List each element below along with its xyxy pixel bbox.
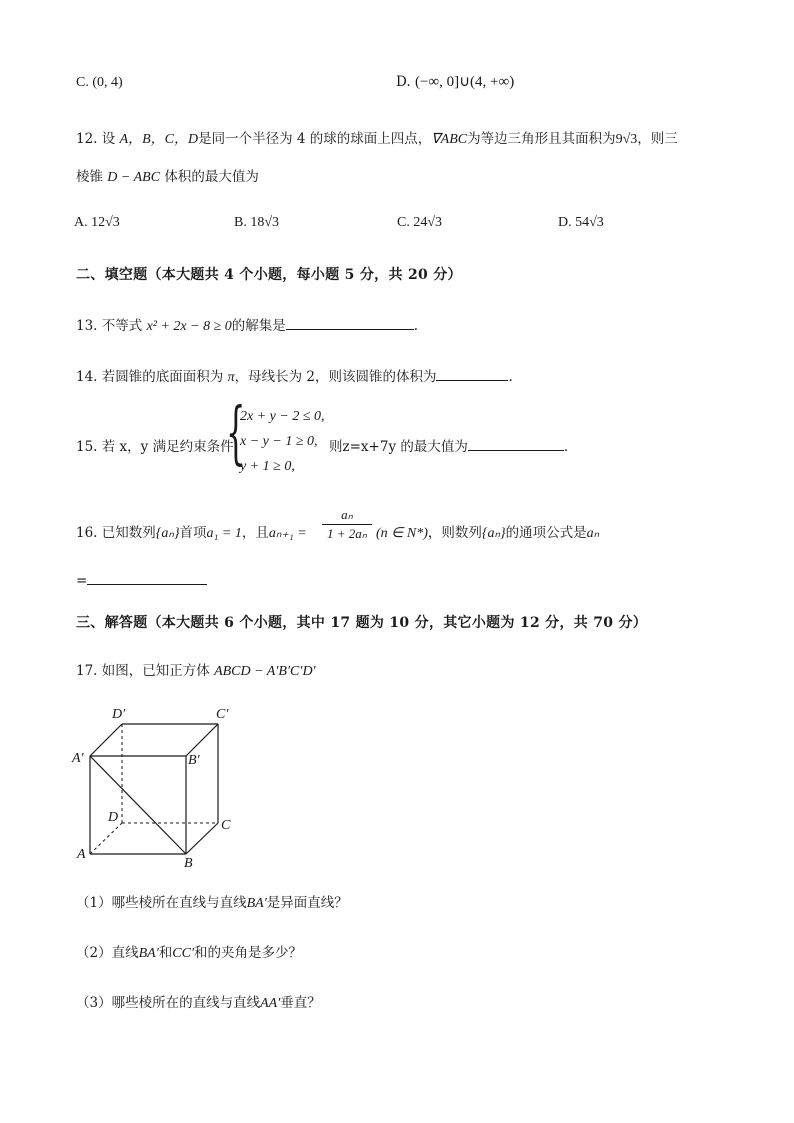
label-b-prime: B′ <box>188 753 200 768</box>
q11-option-d <box>396 72 514 91</box>
q15-constraint-1: 2x + y − 2 ≤ 0, <box>240 409 325 424</box>
q15-brace: { <box>226 394 246 473</box>
q12-line1: 12. 设 A，B，C，D是同一个半径为 4 的球的球面上四点，∇ABC为等边三角形且其面积为9√3，则三 <box>76 131 678 147</box>
edge-bc <box>186 823 218 854</box>
q15-constraint-2: x − y − 1 ≥ 0, <box>240 434 318 449</box>
label-d-prime: D′ <box>112 707 126 722</box>
q12-option-a: A. 12√3 <box>74 215 120 230</box>
q15-prefix: 15. 若 x，y 满足约束条件 <box>76 439 234 455</box>
q16-fraction-numerator: aₙ <box>341 507 353 522</box>
q12-option-d: D. 54√3 <box>558 215 604 230</box>
q12-line2: 棱锥 D − ABC 体积的最大值为 <box>76 169 259 185</box>
q16-line1-pre: 16. 已知数列{aₙ}首项a₁ = 1，且aₙ₊₁ = <box>76 525 307 541</box>
edge-ad <box>90 823 122 854</box>
edge-bp-cp <box>186 724 218 756</box>
q12-option-b: B. 18√3 <box>234 215 280 230</box>
q17-sub1: （1）哪些棱所在直线与直线BA′是异面直线？ <box>76 895 348 911</box>
q11-option-d-math: (−∞, 0]∪(4, +∞) <box>414 74 515 90</box>
label-b: B <box>184 856 193 871</box>
q13: 13. 不等式 x² + 2x − 8 ≥ 0的解集是 . <box>76 314 418 335</box>
section-2-title: 二、填空题（本大题共 4 个小题，每小题 5 分，共 20 分） <box>76 267 462 283</box>
label-a-prime: A′ <box>72 751 84 766</box>
q11-option-c: C. (0, 4) <box>76 75 123 90</box>
q15-suffix: 则z=x+7y 的最大值为 . <box>329 435 568 455</box>
q16-answer-blank[interactable] <box>87 570 207 585</box>
q17-stem: 17. 如图，已知正方体 ABCD − A′B′C′D′ <box>76 663 316 679</box>
q16-fraction <box>322 507 372 542</box>
q17-sub2: （2）直线BA′和CC′和的夹角是多少？ <box>76 945 303 961</box>
label-c: C <box>221 818 231 833</box>
q15-answer-blank[interactable] <box>468 436 564 451</box>
q17-sub3: （3）哪些棱所在的直线与直线AA′垂直？ <box>76 995 321 1011</box>
q16-line1-post: (n ∈ N*)，则数列{aₙ}的通项公式是aₙ <box>376 525 600 541</box>
label-a: A <box>77 847 86 862</box>
q14: 14. 若圆锥的底面面积为 π，母线长为 2，则该圆锥的体积为 . <box>76 365 513 386</box>
label-d: D <box>108 810 119 825</box>
q16-fraction-denominator: 1 + 2aₙ <box>327 526 367 541</box>
section-3-title: 三、解答题（本大题共 6 个小题，其中 17 题为 10 分，其它小题为 12 分，共 70 分） <box>76 615 648 631</box>
q12-option-c: C. 24√3 <box>397 215 443 230</box>
diagonal-ap-b <box>90 756 186 854</box>
q16-line2: = <box>76 570 207 589</box>
q14-answer-blank[interactable] <box>436 366 508 381</box>
label-c-prime: C′ <box>216 707 229 722</box>
q13-answer-blank[interactable] <box>286 315 414 330</box>
q15-constraint-3: y + 1 ≥ 0, <box>240 459 295 474</box>
q16-fraction-bar <box>322 524 372 525</box>
edge-ap-dp <box>90 724 122 756</box>
cube-figure <box>70 700 250 875</box>
q11-option-d-label: D. <box>396 74 411 90</box>
